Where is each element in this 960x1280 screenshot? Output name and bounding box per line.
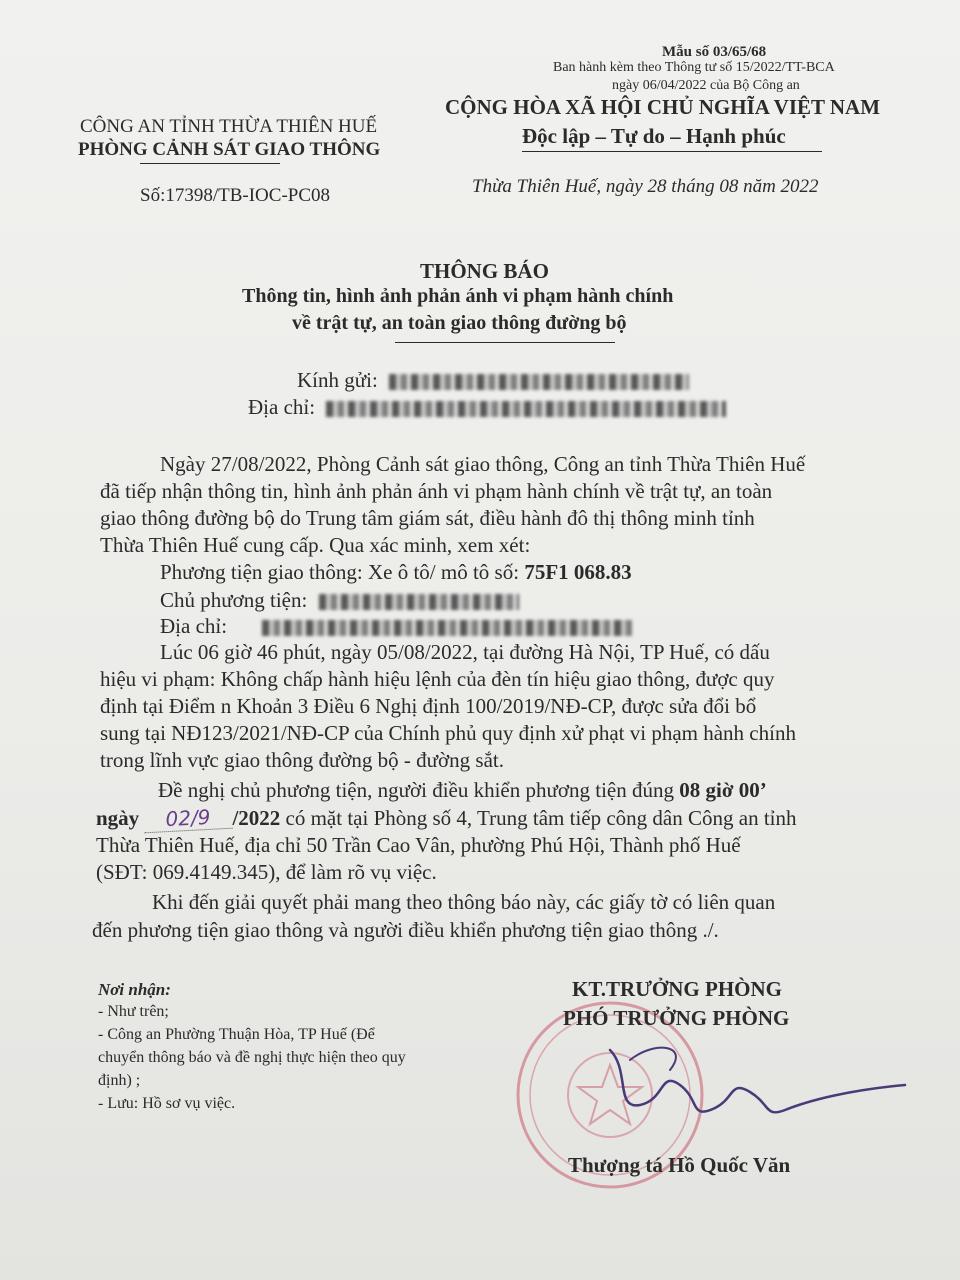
p1-line4: Thừa Thiên Huế cung cấp. Qua xác minh, xem xét: xyxy=(100,533,531,557)
notice-title: THÔNG BÁO xyxy=(420,259,549,283)
redacted-owner-address xyxy=(262,620,632,636)
recipients-line2: - Công an Phường Thuận Hòa, TP Huế (Để xyxy=(98,1026,375,1043)
signatory-name: Thượng tá Hồ Quốc Văn xyxy=(568,1153,791,1177)
motto-underline xyxy=(522,151,822,152)
p1-line2: đã tiếp nhận thông tin, hình ảnh phản ánh vi phạm hành chính về trật tự, an toàn xyxy=(100,479,773,503)
appointment-day-label: ngày xyxy=(96,806,140,830)
department-name: PHÒNG CẢNH SÁT GIAO THÔNG xyxy=(78,139,381,160)
p3-line4: (SĐT: 069.4149.345), để làm rõ vụ việc. xyxy=(96,860,437,884)
p2-line1: Lúc 06 giờ 46 phút, ngày 05/08/2022, tại đường Hà Nội, TP Huế, có dấu xyxy=(160,640,770,664)
p2-line4: sung tại NĐ123/2021/NĐ-CP của Chính phủ quy định xử phạt vi phạm hành chính xyxy=(100,721,796,745)
signature-title-2: PHÓ TRƯỞNG PHÒNG xyxy=(563,1006,790,1030)
recipient-address-label: Địa chỉ: xyxy=(248,395,316,419)
owner-address-label: Địa chỉ: xyxy=(160,614,228,638)
p3-line1-text: Đề nghị chủ phương tiện, người điều khiển phương tiện đúng xyxy=(158,778,680,802)
vehicle-line xyxy=(160,560,632,585)
p2-line5: trong lĩnh vực giao thông đường bộ - đường sắt. xyxy=(100,748,504,772)
recipients-line5: - Lưu: Hồ sơ vụ việc. xyxy=(98,1095,236,1112)
owner-line xyxy=(160,588,519,613)
redacted-address xyxy=(326,401,726,417)
redacted-name xyxy=(389,374,689,390)
title-underline xyxy=(395,342,615,343)
handwritten-date: 02/9 xyxy=(144,804,233,834)
handwritten-signature xyxy=(570,1030,920,1140)
department-underline xyxy=(140,163,280,164)
p4-line2: đến phương tiện giao thông và người điều khiển phương tiện giao thông ./. xyxy=(92,918,719,942)
recipients-line4: định) ; xyxy=(98,1072,141,1089)
vehicle-plate: 75F1 068.83 xyxy=(524,560,632,584)
recipient-to xyxy=(297,368,689,393)
p3-line3: Thừa Thiên Huế, địa chỉ 50 Trần Cao Vân, phường Phú Hội, Thành phố Huế xyxy=(96,833,741,857)
recipients-line3: chuyển thông báo và đề nghị thực hiện theo quy xyxy=(98,1049,406,1066)
appointment-year: /2022 xyxy=(232,806,281,830)
vehicle-label: Phương tiện giao thông: Xe ô tô/ mô tô số: xyxy=(160,560,525,584)
nation-title: CỘNG HÒA XÃ HỘI CHỦ NGHĨA VIỆT NAM xyxy=(445,95,881,119)
national-motto: Độc lập – Tự do – Hạnh phúc xyxy=(522,124,786,148)
recipients-line1: - Như trên; xyxy=(98,1003,169,1020)
p2-line3: định tại Điểm n Khoản 3 Điều 6 Nghị định 100/2019/NĐ-CP, được sửa đổi bổ xyxy=(100,694,757,718)
redacted-owner xyxy=(319,594,519,610)
form-code: Mẫu số 03/65/68 xyxy=(662,44,767,60)
p1-line3: giao thông đường bộ do Trung tâm giám sát, điều hành đô thị thông minh tỉnh xyxy=(100,506,755,530)
recipients-heading: Nơi nhận: xyxy=(98,980,171,999)
p2-line2: hiệu vi phạm: Không chấp hành hiệu lệnh của đèn tín hiệu giao thông, được quy xyxy=(100,667,775,691)
owner-label: Chủ phương tiện: xyxy=(160,588,308,612)
p1-line1: Ngày 27/08/2022, Phòng Cảnh sát giao thông, Công an tỉnh Thừa Thiên Huế xyxy=(160,452,806,476)
signature-title-1: KT.TRƯỞNG PHÒNG xyxy=(572,977,782,1001)
appointment-time: 08 giờ 00’ xyxy=(679,778,767,802)
p3-line2 xyxy=(96,806,797,831)
place-date: Thừa Thiên Huế, ngày 28 tháng 08 năm 2022 xyxy=(472,176,819,197)
document-number: Số:17398/TB-IOC-PC08 xyxy=(140,185,331,206)
notice-subtitle-line2: về trật tự, an toàn giao thông đường bộ xyxy=(292,312,627,334)
form-issued-line2: ngày 06/04/2022 của Bộ Công an xyxy=(612,78,800,93)
owner-address-line xyxy=(160,614,632,639)
p4-line1: Khi đến giải quyết phải mang theo thông báo này, các giấy tờ có liên quan xyxy=(152,890,776,914)
recipient-address xyxy=(248,395,726,420)
recipient-to-label: Kính gửi: xyxy=(297,368,378,392)
p3-line2-text: có mặt tại Phòng số 4, Trung tâm tiếp công dân Công an tỉnh xyxy=(280,806,797,830)
form-issued-line1: Ban hành kèm theo Thông tư số 15/2022/TT-BCA xyxy=(553,60,835,75)
agency-name: CÔNG AN TỈNH THỪA THIÊN HUẾ xyxy=(80,116,378,137)
p3-line1 xyxy=(158,778,767,803)
notice-subtitle-line1: Thông tin, hình ảnh phản ánh vi phạm hành chính xyxy=(242,285,674,307)
